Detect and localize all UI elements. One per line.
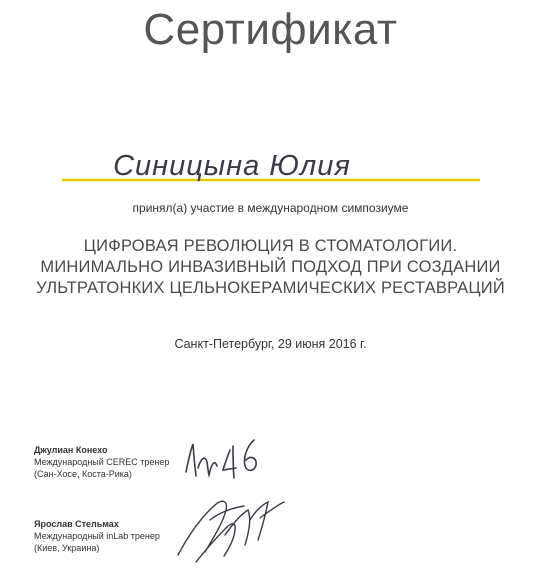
signer-2-location: (Киев, Украина) xyxy=(34,543,100,553)
signer-2-name: Ярослав Стельмах xyxy=(34,519,119,529)
topic-line-1: ЦИФРОВАЯ РЕВОЛЮЦИЯ В СТОМАТОЛОГИИ. xyxy=(83,237,458,255)
topic-line-2: МИНИМАЛЬНО ИНВАЗИВНЫЙ ПОДХОД ПРИ СОЗДАНИИ xyxy=(40,258,501,276)
certificate-title: Сертификат xyxy=(143,5,398,54)
topic-line-3: УЛЬТРАТОНКИХ ЦЕЛЬНОКЕРАМИЧЕСКИХ РЕСТАВРАЦИЙ xyxy=(36,279,505,297)
signature-2 xyxy=(178,501,284,562)
signature-1 xyxy=(186,440,256,478)
signer-1-location: (Сан-Хосе, Коста-Рика) xyxy=(34,469,132,479)
recipient-name: Синицына Юлия xyxy=(113,150,351,182)
signer-1-role: Международный CEREC тренер xyxy=(34,457,170,467)
place-date: Санкт-Петербург, 29 июня 2016 г. xyxy=(174,337,367,351)
participation-text: принял(а) участие в международном симпозиуме xyxy=(132,201,409,215)
signer-1-name: Джулиан Конехо xyxy=(34,445,108,455)
signer-2-role: Международный inLab тренер xyxy=(34,531,160,541)
